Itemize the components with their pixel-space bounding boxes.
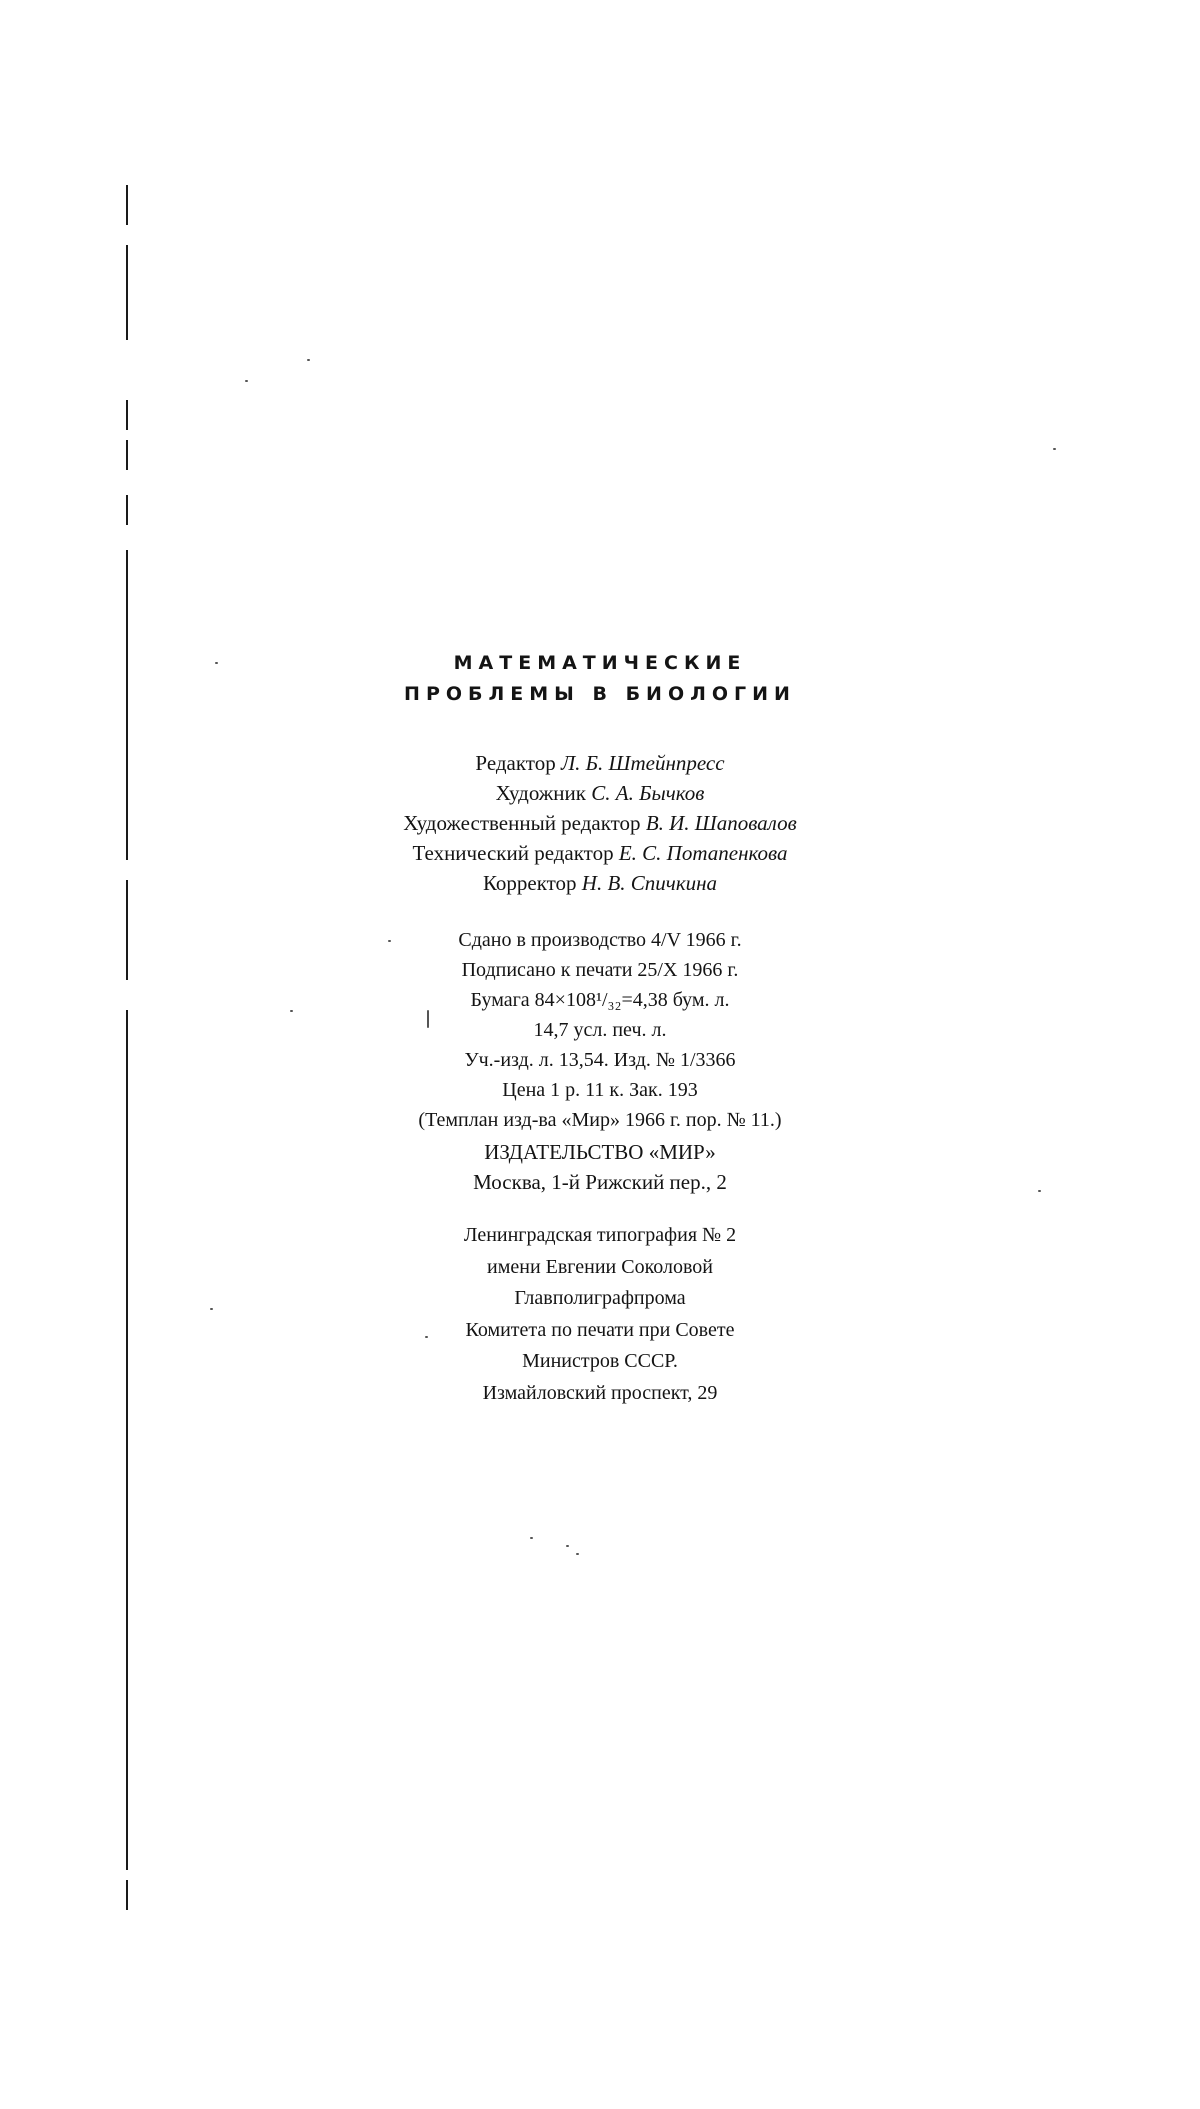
scan-speck bbox=[245, 380, 248, 382]
production-line: Сдано в производство 4/V 1966 г. bbox=[458, 929, 742, 951]
credit-name: С. А. Бычков bbox=[591, 781, 705, 805]
production-details bbox=[0, 925, 1200, 1135]
scan-speck bbox=[566, 1545, 569, 1547]
credit-name: Е. С. Потапенкова bbox=[618, 841, 788, 865]
scan-edge-line bbox=[126, 1880, 128, 1910]
production-line: (Темплан изд-ва «Мир» 1966 г. пор. № 11.) bbox=[418, 1109, 782, 1131]
credit-artist bbox=[0, 778, 1200, 808]
scan-speck bbox=[1053, 448, 1056, 450]
production-line: 14,7 усл. печ. л. bbox=[533, 1019, 667, 1041]
credit-role: Художник bbox=[495, 781, 586, 805]
printer-block bbox=[0, 1220, 1200, 1409]
production-line: Цена 1 р. 11 к. Зак. 193 bbox=[502, 1079, 698, 1101]
credit-name: Н. В. Спичкина bbox=[581, 871, 718, 895]
printer-line: Измайловский проспект, 29 bbox=[482, 1381, 718, 1404]
credit-role: Художественный редактор bbox=[403, 811, 641, 835]
credit-role: Редактор bbox=[475, 751, 556, 775]
book-title bbox=[0, 648, 1200, 710]
printer-line: имени Евгении Соколовой bbox=[487, 1255, 713, 1278]
scan-speck bbox=[576, 1553, 579, 1555]
credit-role: Корректор bbox=[482, 871, 577, 895]
credits-list bbox=[0, 748, 1200, 898]
publisher-address: Москва, 1-й Рижский пер., 2 bbox=[473, 1170, 727, 1194]
publisher-name: ИЗДАТЕЛЬСТВО «МИР» bbox=[484, 1140, 716, 1164]
production-line: Подписано к печати 25/X 1966 г. bbox=[461, 959, 739, 981]
printer-line: Ленинградская типография № 2 bbox=[463, 1224, 737, 1246]
credit-editor bbox=[0, 748, 1200, 778]
printer-line: Комитета по печати при Совете bbox=[465, 1318, 735, 1341]
publisher-block bbox=[0, 1137, 1200, 1197]
scan-speck bbox=[307, 359, 310, 361]
production-line: Уч.-изд. л. 13,54. Изд. № 1/3366 bbox=[464, 1049, 736, 1071]
credit-art-editor bbox=[0, 808, 1200, 838]
printer-line: Министров СССР. bbox=[522, 1350, 678, 1372]
book-title-line-1: МАТЕМАТИЧЕСКИЕ bbox=[453, 652, 747, 674]
credit-role: Технический редактор bbox=[412, 841, 614, 865]
scan-edge-line bbox=[126, 495, 128, 525]
book-title-line-2: ПРОБЛЕМЫ В БИОЛОГИИ bbox=[404, 683, 796, 705]
production-line: Бумага 84×108¹/₃₂=4,38 бум. л. bbox=[470, 989, 730, 1011]
printer-line: Главполиграфпрома bbox=[514, 1287, 686, 1309]
scan-edge-line bbox=[126, 245, 128, 340]
scan-edge-line bbox=[126, 185, 128, 225]
scan-speck bbox=[530, 1537, 533, 1539]
credit-technical-editor bbox=[0, 838, 1200, 868]
credit-name: Л. Б. Штейнпресс bbox=[560, 751, 725, 775]
scan-edge-line bbox=[126, 440, 128, 470]
credit-proofreader bbox=[0, 868, 1200, 898]
credit-name: В. И. Шаповалов bbox=[645, 811, 797, 835]
scan-edge-line bbox=[126, 400, 128, 430]
